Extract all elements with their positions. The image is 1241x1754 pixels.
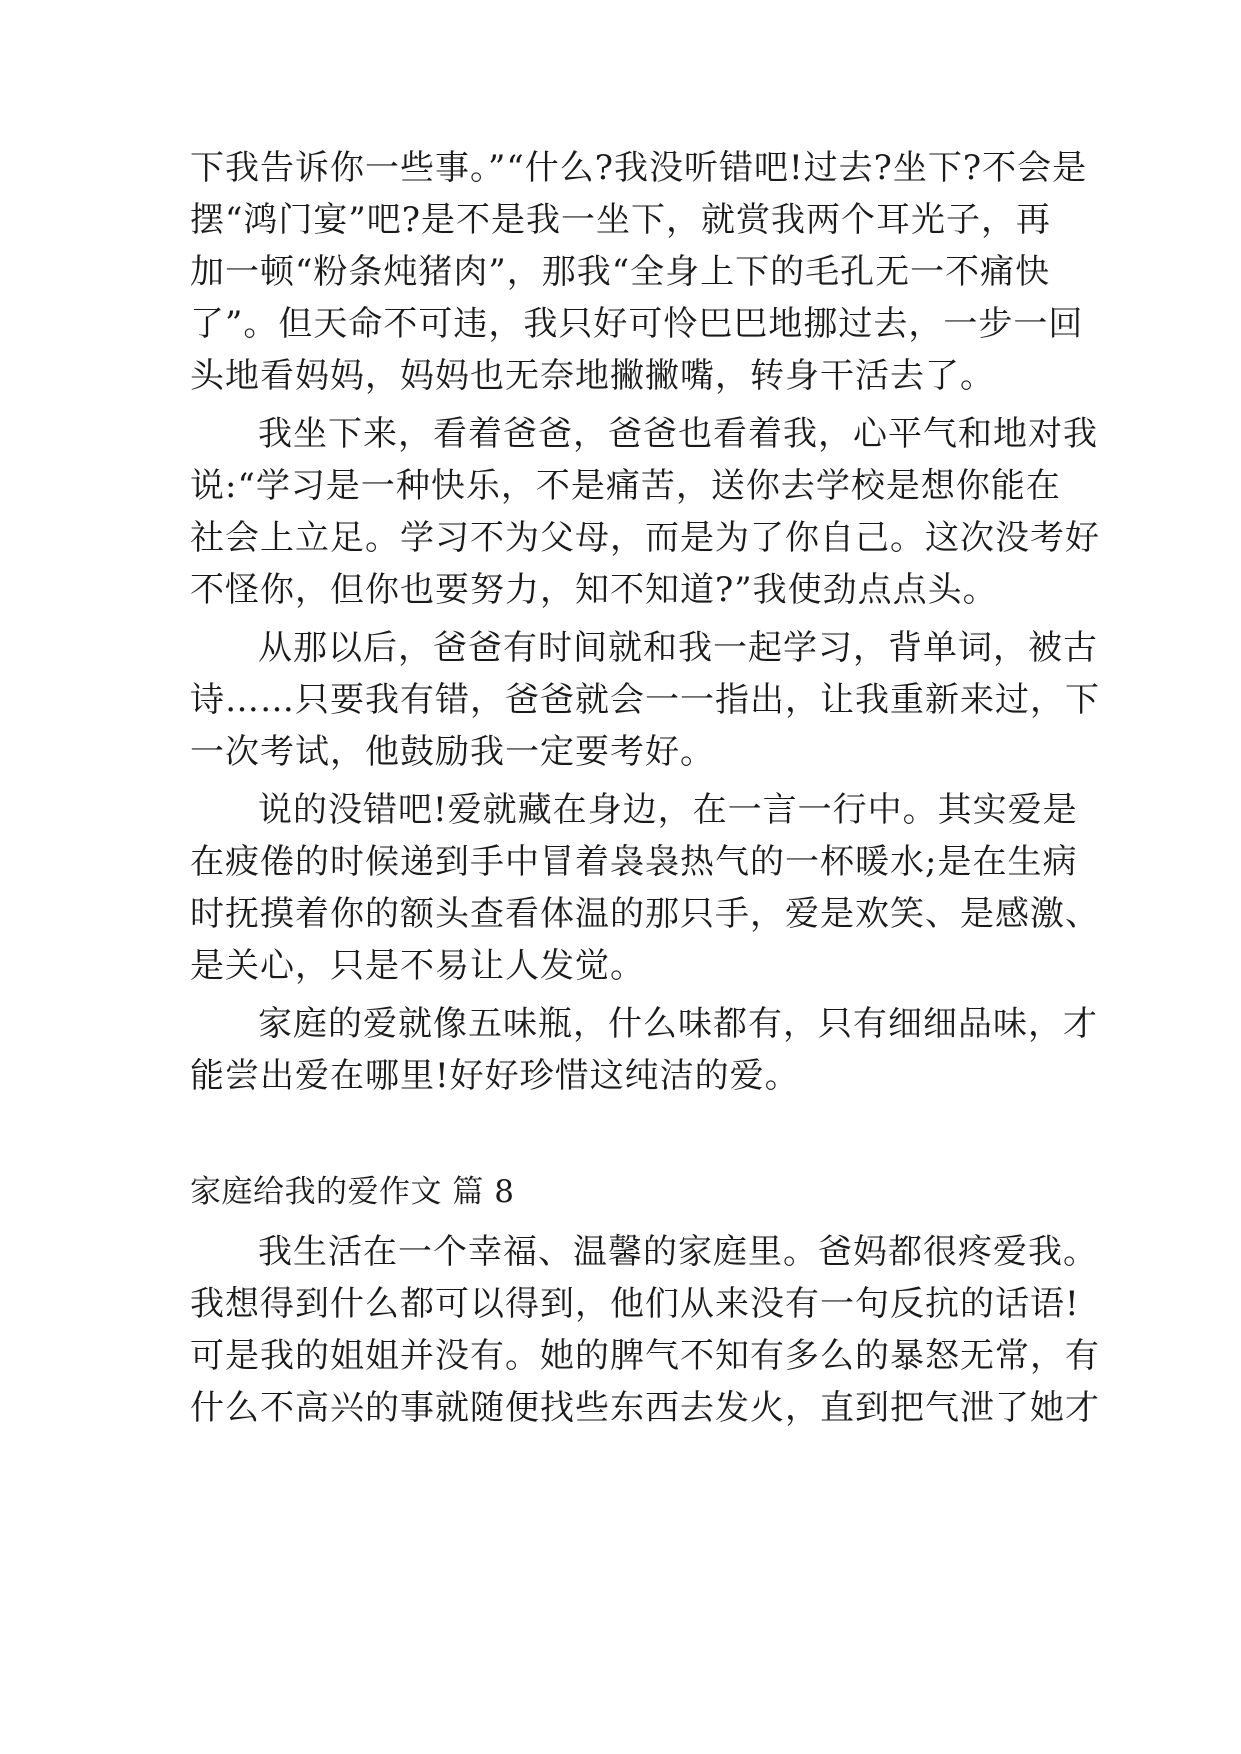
- text-line: 从那以后，爸爸有时间就和我一起学习，背单词，被古: [258, 628, 1098, 668]
- section-heading: 家庭给我的爱作文 篇 8: [190, 1174, 515, 1210]
- text-line: 家庭的爱就像五味瓶，什么味都有，只有细细品味，才: [258, 1004, 1098, 1044]
- text-line: 社会上立足。学习不为父母，而是为了你自己。这次没考好: [190, 518, 1100, 558]
- text-line: 说:“学习是一种快乐，不是痛苦，送你去学校是想你能在: [190, 466, 1061, 506]
- text-line: 下我告诉你一些事。”“什么?我没听错吧!过去?坐下?不会是: [190, 148, 1088, 188]
- text-line: 不怪你，但你也要努力，知不知道?”我使劲点点头。: [190, 570, 998, 610]
- text-line: 可是我的姐姐并没有。她的脾气不知有多么的暴怒无常，有: [190, 1336, 1100, 1376]
- text-line: 诗……只要我有错，爸爸就会一一指出，让我重新来过，下: [190, 680, 1100, 720]
- text-line: 什么不高兴的事就随便找些东西去发火，直到把气泄了她才: [190, 1388, 1100, 1428]
- text-line: 时抚摸着你的额头查看体温的那只手，爱是欢笑、是感激、: [190, 894, 1100, 934]
- text-line: 是关心，只是不易让人发觉。: [190, 946, 645, 986]
- text-line: 我想得到什么都可以得到，他们从来没有一句反抗的话语!: [190, 1284, 1080, 1324]
- text-line: 了”。但天命不可违，我只好可怜巴巴地挪过去，一步一回: [190, 304, 1084, 344]
- text-line: 摆“鸿门宴”吧?是不是我一坐下，就赏我两个耳光子，再: [190, 200, 1051, 240]
- text-line: 我生活在一个幸福、温馨的家庭里。爸妈都很疼爱我。: [258, 1232, 1098, 1272]
- text-line: 在疲倦的时候递到手中冒着袅袅热气的一杯暖水;是在生病: [190, 842, 1078, 882]
- text-line: 说的没错吧!爱就藏在身边，在一言一行中。其实爱是: [258, 790, 1078, 830]
- text-line: 我坐下来，看着爸爸，爸爸也看着我，心平气和地对我: [258, 414, 1098, 454]
- text-line: 加一顿“粉条炖猪肉”，那我“全身上下的毛孔无一不痛快: [190, 252, 1051, 292]
- text-line: 一次考试，他鼓励我一定要考好。: [190, 732, 715, 772]
- text-line: 头地看妈妈，妈妈也无奈地撇撇嘴，转身干活去了。: [190, 356, 995, 396]
- text-line: 能尝出爱在哪里!好好珍惜这纯洁的爱。: [190, 1056, 800, 1096]
